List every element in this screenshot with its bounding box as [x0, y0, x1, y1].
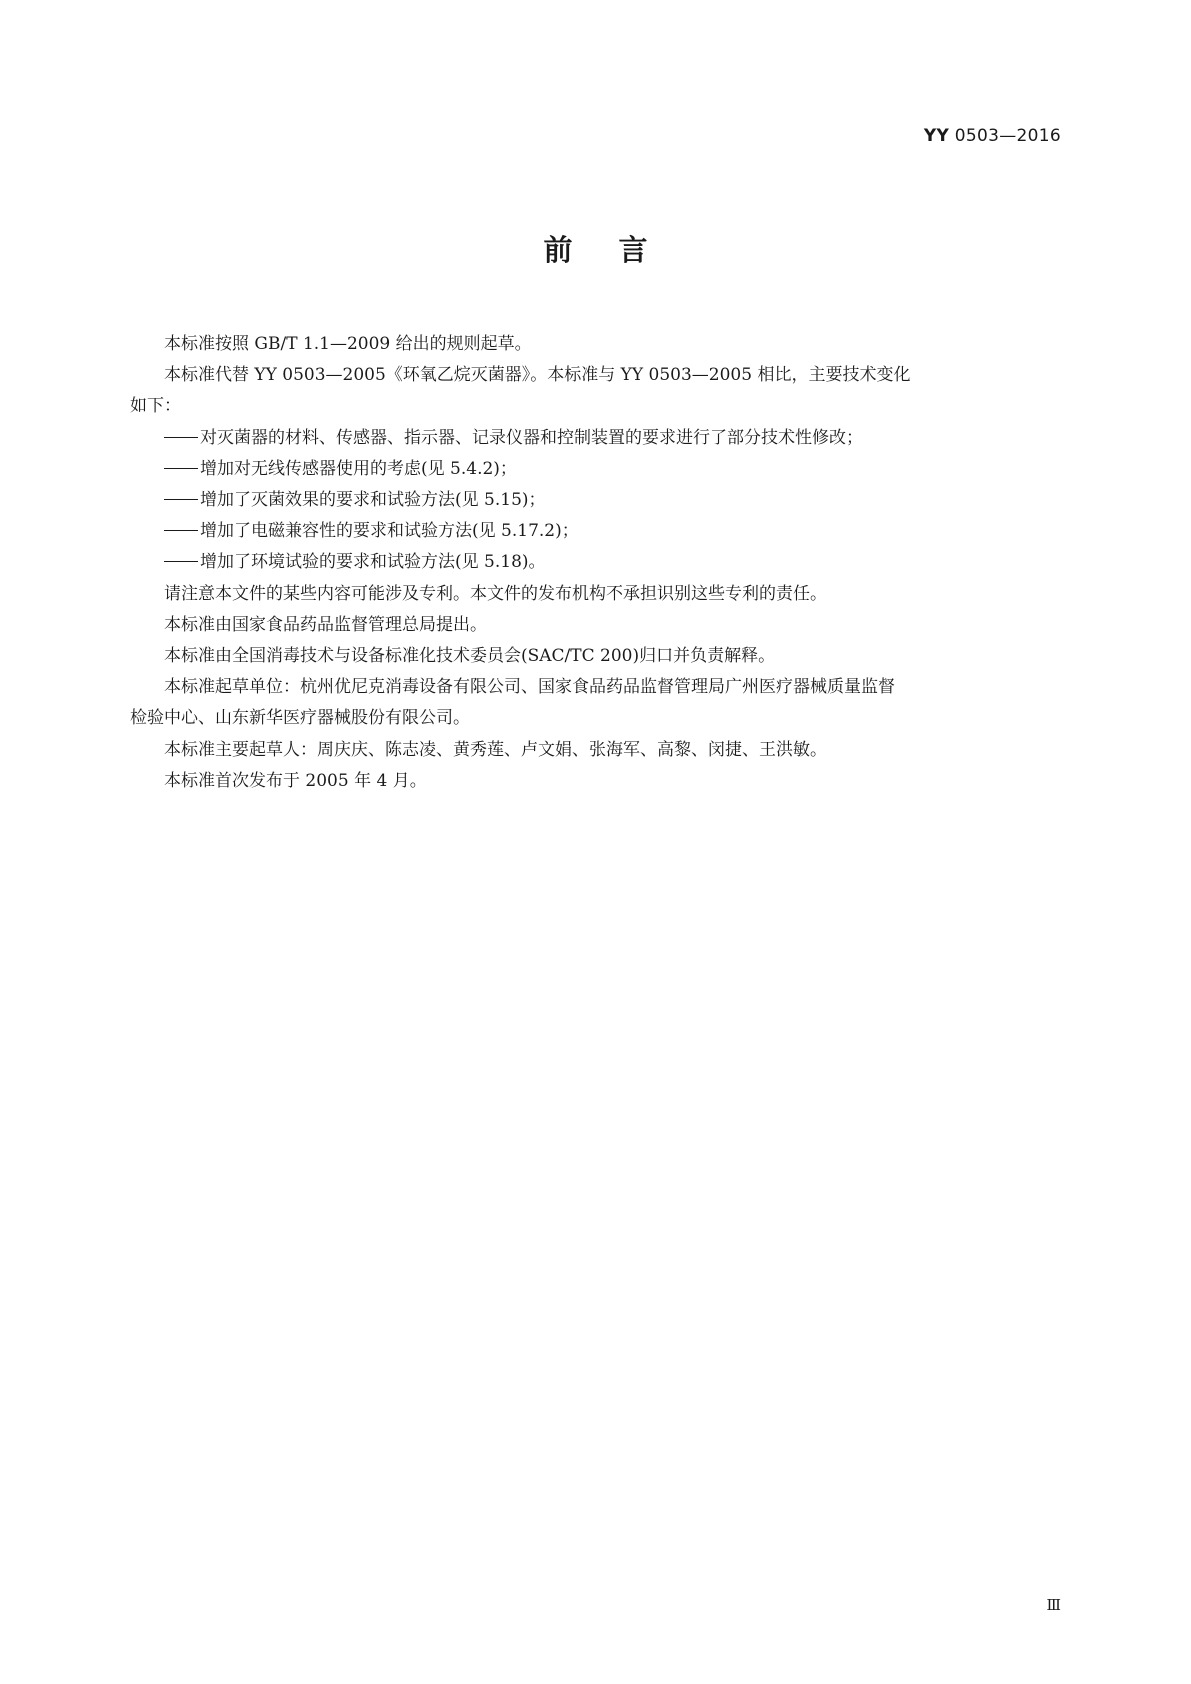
- dash-mark: [164, 499, 198, 500]
- dash-mark: [164, 561, 198, 562]
- change-item: [130, 547, 1060, 578]
- change-item-text: 增加对无线传感器使用的考虑(见 5.4.2)；: [200, 458, 517, 479]
- paragraph-drafters: 本标准主要起草人：周庆庆、陈志凌、黄秀莲、卢文娟、张海军、高黎、闵捷、王洪敏。: [164, 739, 827, 760]
- paragraph-drafting-units-line2: 检验中心、山东新华医疗器械股份有限公司。: [130, 708, 470, 729]
- foreword-body: [130, 329, 1060, 797]
- paragraph-drafting-units-line1: 本标准起草单位：杭州优尼克消毒设备有限公司、国家食品药品监督管理局广州医疗器械质量监督: [164, 677, 895, 698]
- change-item: [130, 485, 1060, 516]
- document-code-prefix: YY: [923, 126, 950, 146]
- paragraph-first-issue: 本标准首次发布于 2005 年 4 月。: [164, 770, 427, 791]
- dash-mark: [164, 437, 198, 438]
- change-item: [130, 454, 1060, 485]
- document-code: [924, 126, 1061, 146]
- change-item: [130, 423, 1060, 454]
- page-number: Ⅲ: [1046, 1596, 1061, 1614]
- change-item-text: 对灭菌器的材料、传感器、指示器、记录仪器和控制装置的要求进行了部分技术性修改；: [200, 427, 863, 448]
- document-code-number: 0503—2016: [949, 126, 1061, 146]
- paragraph-patent-notice: 请注意本文件的某些内容可能涉及专利。本文件的发布机构不承担识别这些专利的责任。: [164, 583, 827, 604]
- paragraph-replaces-line1: 本标准代替 YY 0503—2005《环氧乙烷灭菌器》。本标准与 YY 0503—2005 相比，主要技术变化: [164, 365, 911, 386]
- page-title: 前言: [543, 233, 694, 267]
- change-item-text: 增加了灭菌效果的要求和试验方法(见 5.15)；: [200, 490, 546, 511]
- paragraph-proposed-by: 本标准由国家食品药品监督管理总局提出。: [164, 614, 487, 635]
- change-item-text: 增加了电磁兼容性的要求和试验方法(见 5.17.2)；: [200, 521, 579, 542]
- paragraph-drafting-rules: 本标准按照 GB/T 1.1—2009 给出的规则起草。: [164, 334, 532, 354]
- change-item-text: 增加了环境试验的要求和试验方法(见 5.18)。: [200, 552, 546, 573]
- paragraph-replaces-line2: 如下：: [130, 396, 181, 417]
- dash-mark: [164, 530, 198, 531]
- change-item: [130, 516, 1060, 547]
- paragraph-committee: 本标准由全国消毒技术与设备标准化技术委员会(SAC/TC 200)归口并负责解释。: [164, 646, 776, 667]
- dash-mark: [164, 468, 198, 469]
